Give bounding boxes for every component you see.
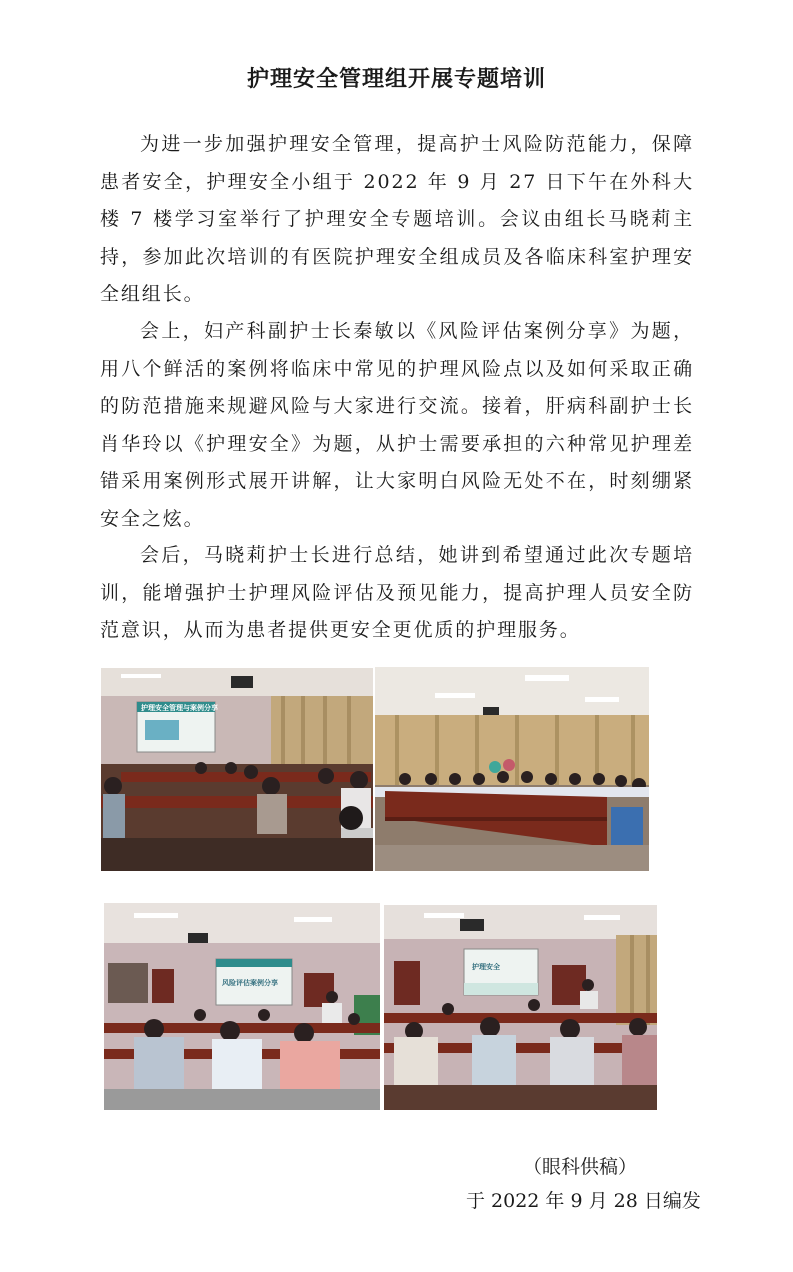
- body-paragraph-3: 会后，马晓莉护士长进行总结，她讲到希望通过此次专题培训，能增强护士护理风险评估及预见能力，提高护理人员安全防范意识，从而为患者提供更安全更优质的护理服务。: [100, 544, 694, 641]
- page-title: 护理安全管理组开展专题培训: [246, 67, 546, 92]
- source-credit: （眼科供稿）: [523, 1156, 638, 1178]
- training-photo-4: [384, 905, 657, 1110]
- body-paragraph-2: 会上，妇产科副护士长秦敏以《风险评估案例分享》为题，用八个鲜活的案例将临床中常见的护理风险点以及如何采取正确的防范措施来规避风险与大家进行交流。接着，肝病科副护士长肖华玲以《护理安全》为题，从护士需要承担的六种常见护理差错采用案例形式展开讲解，让大家明白风险无处不在，时刻绷紧安全之炫。: [100, 320, 694, 530]
- screen-slide-title: 护理安全管理与案例分享: [141, 704, 218, 712]
- body-paragraph-1: 为进一步加强护理安全管理，提高护士风险防范能力，保障患者安全，护理安全小组于 2022 年 9 月 27 日下午在外科大楼 7 楼学习室举行了护理安全专题培训。会议由组长马晓莉主持，参加此次培训的有医院护理安全组成员及各临床科室护理安全组组长。: [100, 133, 694, 305]
- screen-slide-title: 护理安全: [472, 963, 500, 971]
- issue-date: 于 2022 年 9 月 28 日编发: [466, 1190, 701, 1212]
- training-photo-3: [104, 903, 380, 1110]
- screen-slide-title: 风险评估案例分享: [222, 979, 278, 987]
- training-photo-2: [375, 667, 649, 871]
- training-photo-1: [101, 668, 373, 871]
